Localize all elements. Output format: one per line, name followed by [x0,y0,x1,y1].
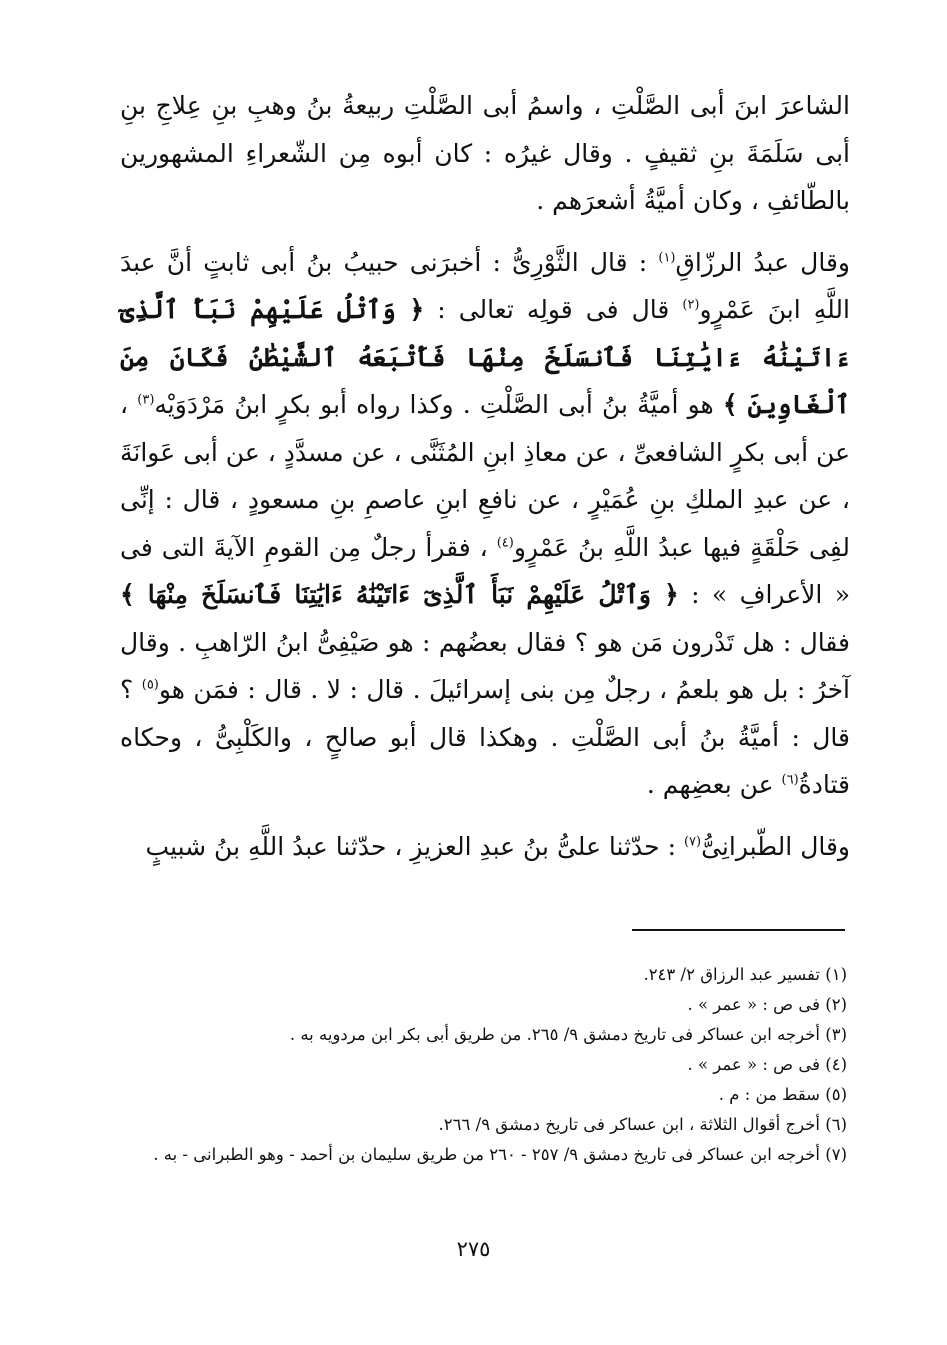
footnote-ref-6: (٦) [781,772,799,788]
footnote-ref-3: (٣) [137,392,155,408]
text-segment: قال فى قولِه تعالى : [424,295,683,324]
footnote-5: (٥) سقط من : م . [718,1085,847,1104]
footnote-ref-7: (٧) [683,834,702,850]
footnote-ref-4: (٤) [496,535,514,551]
text-segment: فقال : هل تَدْرون مَن هو ؟ فقال بعضُهم : هو صَيْفِىُّ ابنُ الرّاهبِ . وقال آخرُ : بل هو بلعمُ ، رجلٌ مِن بنى إسرائيلَ . قال : لا . قال : فمَن هو [120,627,851,704]
quran-verse-2: ﴿ وَٱتْلُ عَلَيْهِمْ نَبَأَ ٱلَّذِىٓ ءَاتَيْنَٰهُ ءَايَٰتِنَا فَٱنسَلَخَ مِنْهَا ﴾ [120,580,679,609]
text-segment: عن بعضِهم . [646,770,782,799]
footnotes-list [120,960,847,1170]
quran-verse-1: ﴿ وَٱتْلُ عَلَيْهِمْ نَبَأَ ٱلَّذِىٓ ءَاتَيْنَٰهُ ءَايَٰتِنَا فَٱنسَلَخَ مِنْهَا فَأَتْبَعَهُ ٱلشَّيْطَٰنُ فَكَانَ مِنَ ٱلْغَاوِينَ ﴾ [120,295,850,419]
footnote-ref-1: (١) [658,250,676,266]
paragraph-1: الشاعرَ ابنَ أبى الصَّلْتِ ، واسمُ أبى الصَّلْتِ ربيعةُ بنُ وهبِ بنِ عِلاجِ بنِ أبى سَلَمَةَ بنِ ثقيفٍ . وقال غيرُه : كان أبوه مِن الشّعراءِ المشهورين بالطّائفِ ، وكان أميَّةُ أشعرَهم . [120,91,850,215]
footnote-3: (٣) أخرجه ابن عساكر فى تاريخ دمشق ٩/ ٢٦٥. من طريق أبى بكر ابن مردويه به . [289,1025,847,1044]
text-segment: ، فقرأ رجلٌ مِن القومِ الآيةَ التى فى « الأعرافِ » : [120,532,850,609]
page-number: ٢٧٥ [456,1237,491,1261]
text-segment: وقال الطّبرانِىُّ [701,831,850,861]
main-text [120,82,850,870]
footnote-ref-5: (٥) [141,677,159,693]
text-segment: : قال الثَّوْرِىُّ : أخبرَنى حبيبُ بنُ أبى ثابتٍ أنَّ عبدَ اللَّهِ ابنَ عَمْرٍو [120,247,850,324]
footnote-ref-2: (٢) [682,297,700,313]
footnote-6: (٦) أخرج أقوال الثلاثة ، ابن عساكر فى تاريخ دمشق ٩/ ٢٦٦. [438,1115,847,1134]
footnote-2: (٢) فى ص : « عمر » . [687,995,847,1014]
text-segment: هو أميَّةُ بنُ أبى الصَّلْتِ . وكذا رواه أبو بكرٍ ابنُ مَرْدَوَيْه [154,390,723,419]
footnote-7: (٧) أخرجه ابن عساكر فى تاريخ دمشق ٩/ ٢٥٧ - ٢٦٠ من طريق سليمان بن أحمد - وهو الطبرانى - به . [153,1145,847,1164]
paragraph-2 [120,239,850,809]
footnote-4: (٤) فى ص : « عمر » . [687,1055,847,1074]
text-segment: ؟ قال : أميَّةُ بنُ أبى الصَّلْتِ . وهكذا قال أبو صالحٍ ، والكَلْبِىُّ ، وحكاه قتادةُ [120,675,850,799]
text-segment: : حدّثنا علىُّ بنُ عبدِ العزيزِ ، حدّثنا عبدُ اللَّهِ بنُ شبيبٍ [145,831,684,861]
paragraph-3 [120,823,850,871]
footnote-separator [632,929,845,931]
text-segment: وقال عبدُ الرزّاقِ [675,247,850,277]
text-segment: ، عن أبى بكرٍ الشافعىِّ ، عن معاذِ ابنِ المُثَنَّى ، عن مسدَّدٍ ، عن أبى عَوانَةَ ، عن عبدِ الملكِ بنِ عُمَيْرٍ ، عن نافعِ ابنِ عاصمِ بنِ مسعودٍ ، قال : إنِّى لفِى حَلْقَةٍ فيها عبدُ اللَّهِ بنُ عَمْرٍو [120,390,851,562]
footnote-1: (١) تفسير عبد الرزاق ٢/ ٢٤٣. [643,965,847,984]
